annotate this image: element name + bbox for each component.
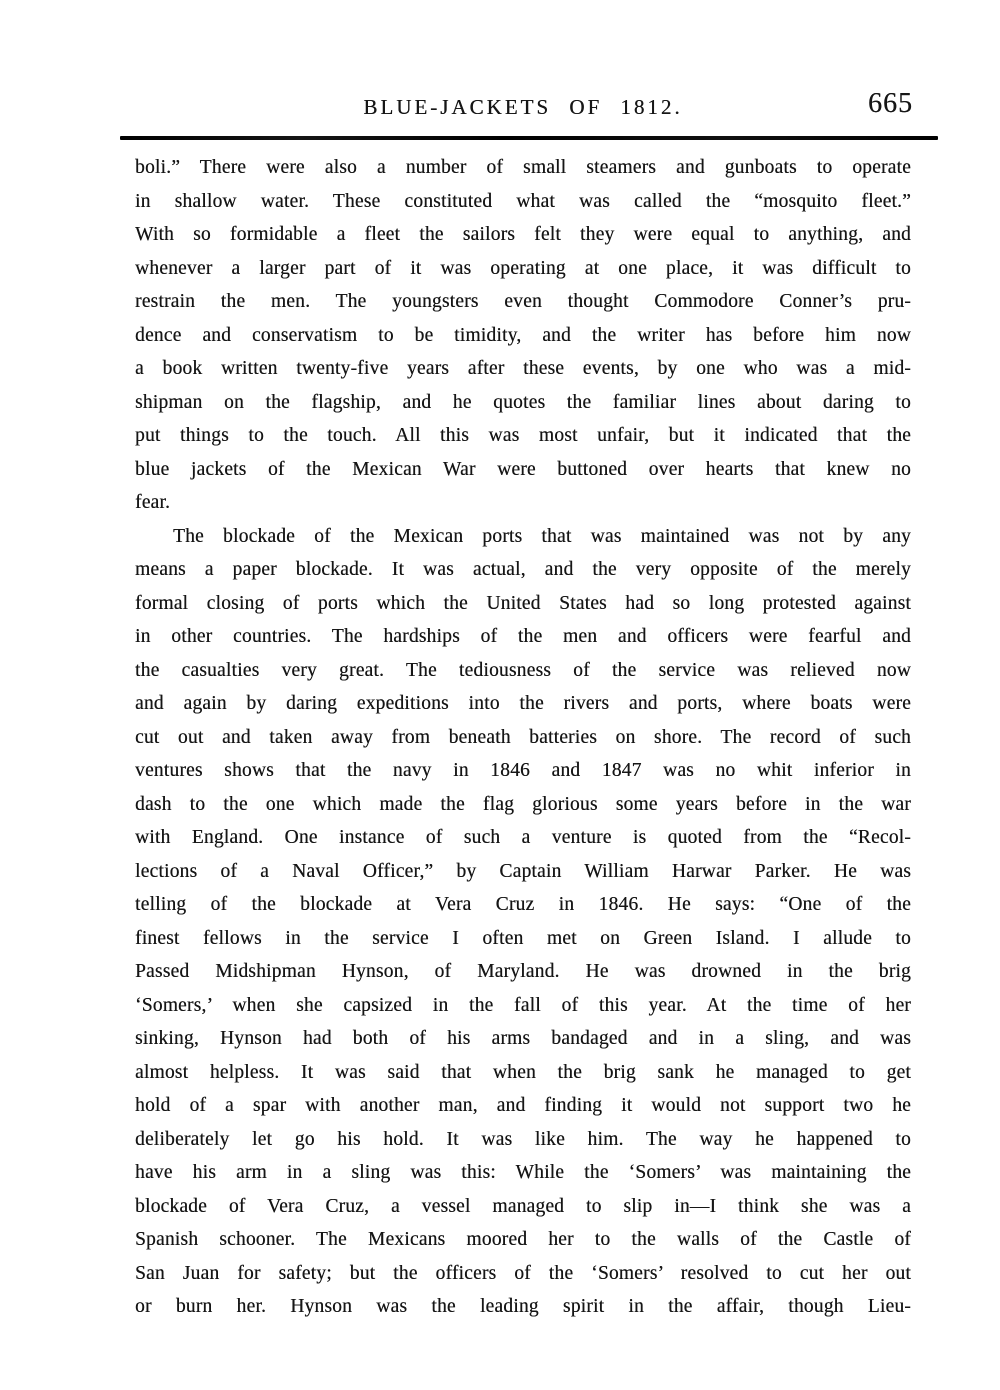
text-line: finest fellows in the service I often met on Green Island. I allude to bbox=[135, 927, 911, 949]
text-line: dence and conservatism to be timidity, and the writer has before him now bbox=[135, 324, 911, 346]
text-line: and again by daring expeditions into the rivers and ports, where boats were bbox=[135, 693, 911, 714]
text-line: telling of the blockade at Vera Cruz in 1846. He says: “One of the bbox=[135, 894, 911, 915]
page-number: 665 bbox=[868, 88, 913, 119]
text-line: blue jackets of the Mexican War were buttoned over hearts that knew no bbox=[135, 458, 911, 480]
text-line: formal closing of ports which the United States had so long protested against bbox=[135, 592, 911, 614]
text-line: Passed Midshipman Hynson, of Maryland. He was drowned in the brig bbox=[135, 961, 911, 982]
text-line: have his arm in a sling was this: While the ‘Somers’ was maintaining the bbox=[135, 1162, 911, 1183]
text-line: the casualties very great. The tediousness of the service was relieved now bbox=[135, 659, 911, 681]
text-line: or burn her. Hynson was the leading spirit in the affair, though Lieu- bbox=[135, 1296, 911, 1317]
text-line: Spanish schooner. The Mexicans moored her to the walls of the Castle of bbox=[135, 1229, 911, 1250]
header-rule bbox=[120, 136, 938, 140]
text-line: hold of a spar with another man, and finding it would not support two he bbox=[135, 1095, 911, 1116]
text-line: sinking, Hynson had both of his arms bandaged and in a sling, and was bbox=[135, 1028, 911, 1049]
text-line: With so formidable a fleet the sailors felt they were equal to anything, and bbox=[135, 224, 911, 245]
text-line: boli.” There were also a number of small steamers and gunboats to operate bbox=[135, 157, 911, 178]
text-line: a book written twenty-five years after these events, by one who was a mid- bbox=[135, 358, 911, 379]
text-line: deliberately let go his hold. It was like him. The way he happened to bbox=[135, 1128, 911, 1150]
text-line: restrain the men. The youngsters even thought Commodore Conner’s pru- bbox=[135, 291, 911, 312]
text-line: fear. bbox=[135, 492, 171, 513]
text-line: with England. One instance of such a venture is quoted from the “Recol- bbox=[135, 827, 911, 848]
text-line: put things to the touch. All this was most unfair, but it indicated that the bbox=[135, 425, 911, 446]
text-line: ventures shows that the navy in 1846 and 1847 was no whit inferior in bbox=[135, 760, 911, 781]
text-line: in other countries. The hardships of the men and officers were fearful and bbox=[135, 626, 911, 647]
text-line: The blockade of the Mexican ports that was maintained was not by any bbox=[173, 525, 911, 547]
running-header bbox=[135, 88, 911, 124]
text-line: San Juan for safety; but the officers of the ‘Somers’ resolved to cut her out bbox=[135, 1262, 911, 1284]
text-line: whenever a larger part of it was operating at one place, it was difficult to bbox=[135, 257, 911, 279]
text-line: means a paper blockade. It was actual, and the very opposite of the merely bbox=[135, 559, 911, 580]
text-line: almost helpless. It was said that when the brig sank he managed to get bbox=[135, 1061, 911, 1083]
page-header-title: BLUE-JACKETS OF 1812. bbox=[363, 95, 683, 119]
text-line: dash to the one which made the flag glorious some years before in the war bbox=[135, 793, 911, 815]
text-line: in shallow water. These constituted what was called the “mosquito fleet.” bbox=[135, 190, 911, 212]
text-line: cut out and taken away from beneath batteries on shore. The record of such bbox=[135, 726, 911, 748]
page-body-text bbox=[135, 151, 911, 1324]
text-line: ‘Somers,’ when she capsized in the fall of this year. At the time of her bbox=[135, 994, 911, 1016]
text-line: blockade of Vera Cruz, a vessel managed to slip in—I think she was a bbox=[135, 1195, 911, 1217]
text-line: lections of a Naval Officer,” by Captain William Harwar Parker. He was bbox=[135, 860, 911, 882]
text-line: shipman on the flagship, and he quotes the familiar lines about daring to bbox=[135, 391, 911, 413]
